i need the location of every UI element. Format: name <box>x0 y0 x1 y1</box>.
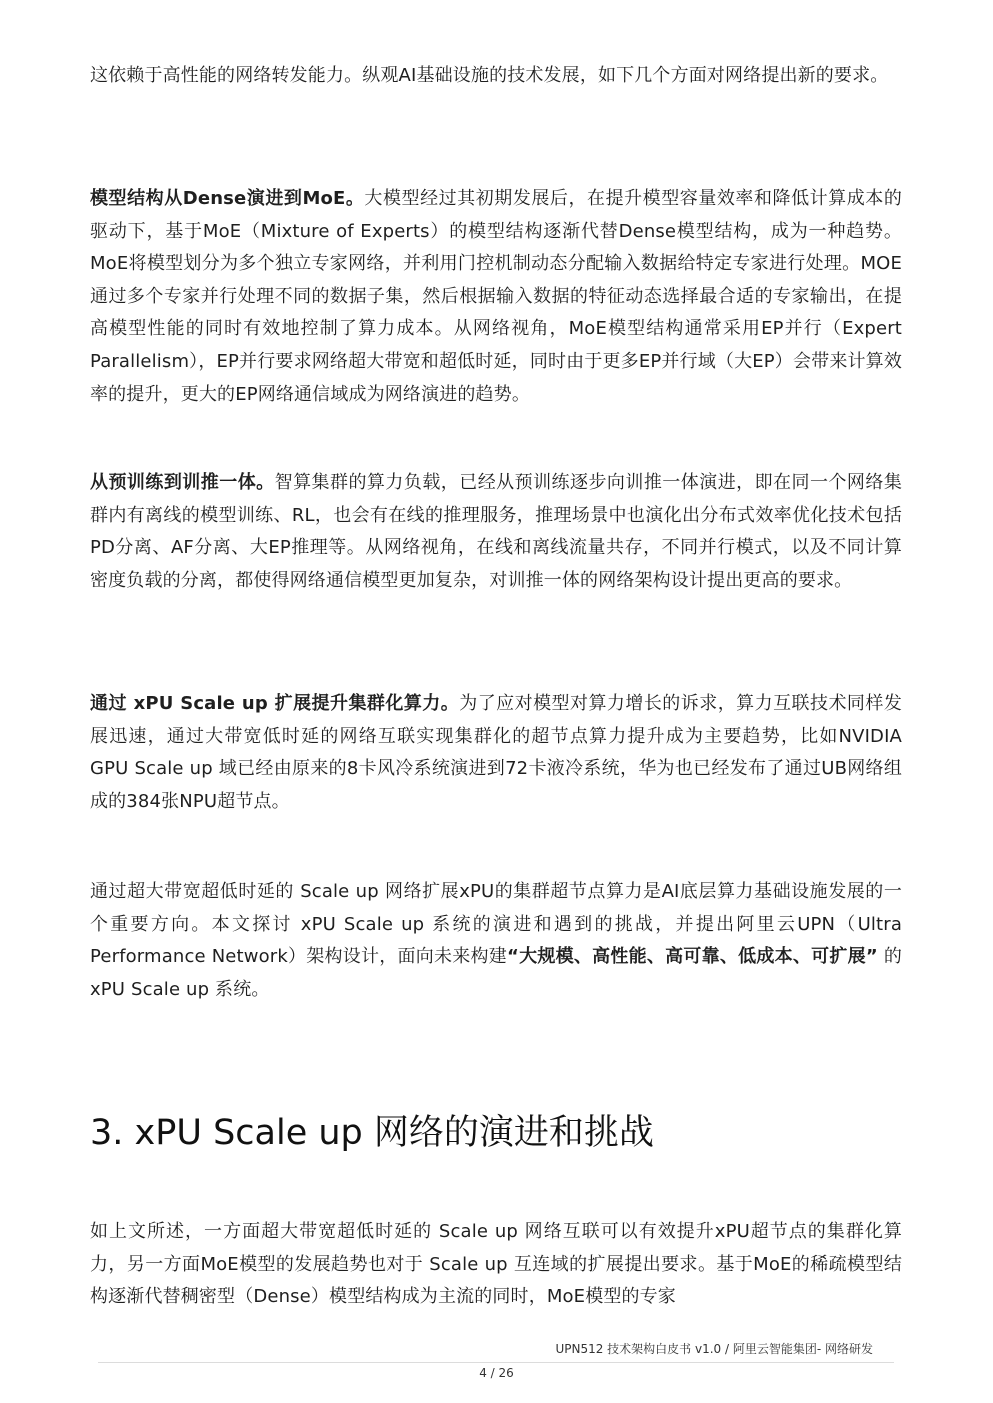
train-infer-lead: 从预训练到训推一体。 <box>90 472 275 493</box>
moe-lead: 模型结构从Dense演进到MoE。 <box>90 188 365 209</box>
moe-body: 大模型经过其初期发展后，在提升模型容量效率和降低计算成本的驱动下，基于MoE（Mixture of Experts）的模型结构逐渐代替Dense模型结构，成为一种趋势。MoE将模型划分为多个独立专家网络，并利用门控机制动态分配输入数据给特定专家进行处理。MOE 通过多个专家并行处理不同的数据子集，然后根据输入数据的特征动态选择最合适的专家输出，在提高模型性能的同时有效地控制了算力成本。从网络视角，MoE模型结构通常采用EP并行（Expert Parallelism），EP并行要求网络超大带宽和超低时延，同时由于更多EP并行域（大EP）会带来计算效率的提升，更大的EP网络通信域成为网络演进的趋势。 <box>90 188 902 405</box>
section3-text: 如上文所述，一方面超大带宽超低时延的 Scale up 网络互联可以有效提升xPU超节点的集群化算力，另一方面MoE模型的发展趋势也对于 Scale up 互连域的扩展提出要求。基于MoE的稀疏模型结构逐渐代替稠密型（Dense）模型结构成为主流的同时，MoE模型的专家 <box>90 1221 902 1308</box>
footer-title: UPN512 技术架构白皮书 v1.0 / 阿里云智能集团- 网络研发 <box>555 1342 873 1356</box>
summary-after: 的 xPU Scale up 系统。 <box>90 946 902 1000</box>
train-infer-paragraph <box>90 467 902 597</box>
scale-up-paragraph <box>90 688 902 818</box>
intro-text: 这依赖于高性能的网络转发能力。纵观AI基础设施的技术发展，如下几个方面对网络提出新的要求。 <box>90 65 889 86</box>
section-heading: 3. xPU Scale up 网络的演进和挑战 <box>90 1113 654 1153</box>
page-number: 4 / 26 <box>479 1366 514 1380</box>
summary-paragraph <box>90 876 902 1006</box>
moe-paragraph <box>90 183 902 411</box>
scale-up-body: 为了应对模型对算力增长的诉求，算力互联技术同样发展迅速，通过大带宽低时延的网络互联实现集群化的超节点算力提升成为主要趋势，比如NVIDIA GPU Scale up 域已经由原来的8卡风冷系统演进到72卡液冷系统，华为也已经发布了通过UB网络组成的384张NPU超节点。 <box>90 693 902 812</box>
scale-up-lead: 通过 xPU Scale up 扩展提升集群化算力。 <box>90 693 460 714</box>
section3-paragraph <box>90 1216 902 1314</box>
summary-bold: “大规模、高性能、高可靠、低成本、可扩展” <box>507 946 878 968</box>
footer-divider <box>98 1362 894 1363</box>
intro-paragraph <box>90 60 902 93</box>
summary-before: 通过超大带宽超低时延的 Scale up 网络扩展xPU的集群超节点算力是AI底层算力基础设施发展的一个重要方向。本文探讨 xPU Scale up 系统的演进和遇到的挑战，并提出阿里云UPN（Ultra Performance Network）架构设计，面向未来构建 <box>90 881 902 968</box>
train-infer-body: 智算集群的算力负载，已经从预训练逐步向训推一体演进，即在同一个网络集群内有离线的模型训练、RL，也会有在线的推理服务，推理场景中也演化出分布式效率优化技术包括PD分离、AF分离、大EP推理等。从网络视角，在线和离线流量共存，不同并行模式，以及不同计算密度负载的分离，都使得网络通信模型更加复杂，对训推一体的网络架构设计提出更高的要求。 <box>90 472 902 591</box>
